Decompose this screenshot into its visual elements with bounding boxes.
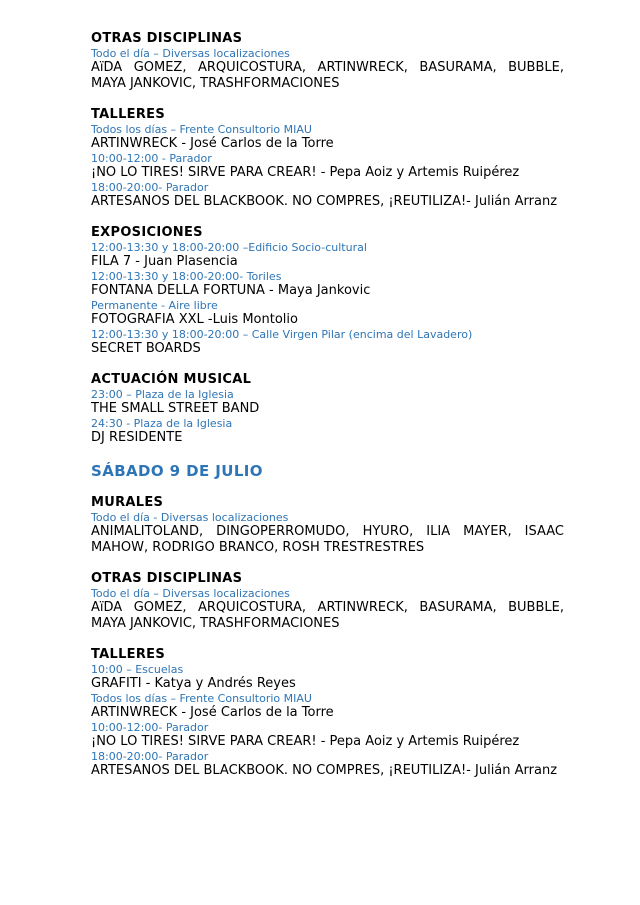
event-entry: AïDA GOMEZ, ARQUICOSTURA, ARTINWRECK, BASURAMA, BUBBLE, MAYA JANKOVIC, TRASHFORMACIONES (91, 600, 564, 631)
section-heading: OTRAS DISCIPLINAS (91, 571, 243, 586)
program-section (91, 225, 564, 357)
event-entry: AïDA GOMEZ, ARQUICOSTURA, ARTINWRECK, BASURAMA, BUBBLE, MAYA JANKOVIC, TRASHFORMACIONES (91, 60, 564, 91)
event-entry: FILA 7 - Juan Plasencia (91, 254, 238, 269)
event-time-location: 10:00-12:00 - Parador (91, 152, 212, 165)
event-entry: ¡NO LO TIRES! SIRVE PARA CREAR! - Pepa Aoiz y Artemis Ruipérez (91, 734, 520, 749)
section-heading: EXPOSICIONES (91, 225, 203, 240)
program-document (91, 31, 564, 794)
event-time-location: 18:00-20:00- Parador (91, 181, 209, 194)
event-time-location: Todos los días – Frente Consultorio MIAU (91, 692, 312, 705)
event-entry: FONTANA DELLA FORTUNA - Maya Jankovic (91, 283, 371, 298)
section-heading: TALLERES (91, 647, 166, 662)
section-heading: TALLERES (91, 107, 166, 122)
event-entry: FOTOGRAFIA XXL -Luis Montolio (91, 312, 298, 327)
program-section (91, 647, 564, 779)
event-time-location: Todo el día - Diversas localizaciones (91, 511, 289, 524)
day-heading: SÁBADO 9 DE JULIO (91, 462, 263, 480)
program-section (91, 107, 564, 210)
event-time-location: 12:00-13:30 y 18:00-20:00 –Edificio Socio-cultural (91, 241, 367, 254)
event-time-location: Permanente - Aire libre (91, 299, 218, 312)
event-time-location: 12:00-13:30 y 18:00-20:00 – Calle Virgen Pilar (encima del Lavadero) (91, 328, 473, 341)
event-entry: ARTESANOS DEL BLACKBOOK. NO COMPRES, ¡REUTILIZA!- Julián Arranz (91, 763, 558, 778)
program-section (91, 571, 564, 632)
event-entry: ARTINWRECK - José Carlos de la Torre (91, 705, 334, 720)
event-time-location: 10:00-12:00- Parador (91, 721, 209, 734)
event-time-location: 23:00 – Plaza de la Iglesia (91, 388, 234, 401)
event-time-location: 24:30 - Plaza de la Iglesia (91, 417, 233, 430)
event-entry: GRAFITI - Katya y Andrés Reyes (91, 676, 296, 691)
event-time-location: 10:00 – Escuelas (91, 663, 184, 676)
event-entry: THE SMALL STREET BAND (91, 401, 260, 416)
event-entry: DJ RESIDENTE (91, 430, 183, 445)
event-time-location: 18:00-20:00- Parador (91, 750, 209, 763)
event-entry: SECRET BOARDS (91, 341, 201, 356)
section-heading: OTRAS DISCIPLINAS (91, 31, 243, 46)
event-time-location: 12:00-13:30 y 18:00-20:00- Toriles (91, 270, 282, 283)
event-time-location: Todo el día – Diversas localizaciones (91, 47, 290, 60)
program-section (91, 372, 564, 446)
event-entry: ARTESANOS DEL BLACKBOOK. NO COMPRES, ¡REUTILIZA!- Julián Arranz (91, 194, 558, 209)
event-time-location: Todo el día – Diversas localizaciones (91, 587, 290, 600)
section-heading: MURALES (91, 495, 164, 510)
event-time-location: Todos los días – Frente Consultorio MIAU (91, 123, 312, 136)
event-entry: ¡NO LO TIRES! SIRVE PARA CREAR! - Pepa Aoiz y Artemis Ruipérez (91, 165, 520, 180)
section-heading: ACTUACIÓN MUSICAL (91, 372, 252, 387)
program-section (91, 495, 564, 556)
event-entry: ARTINWRECK - José Carlos de la Torre (91, 136, 334, 151)
event-entry: ANIMALITOLAND, DINGOPERROMUDO, HYURO, ILIA MAYER, ISAAC MAHOW, RODRIGO BRANCO, ROSH TRESTRESTRES (91, 524, 564, 555)
program-section (91, 31, 564, 92)
